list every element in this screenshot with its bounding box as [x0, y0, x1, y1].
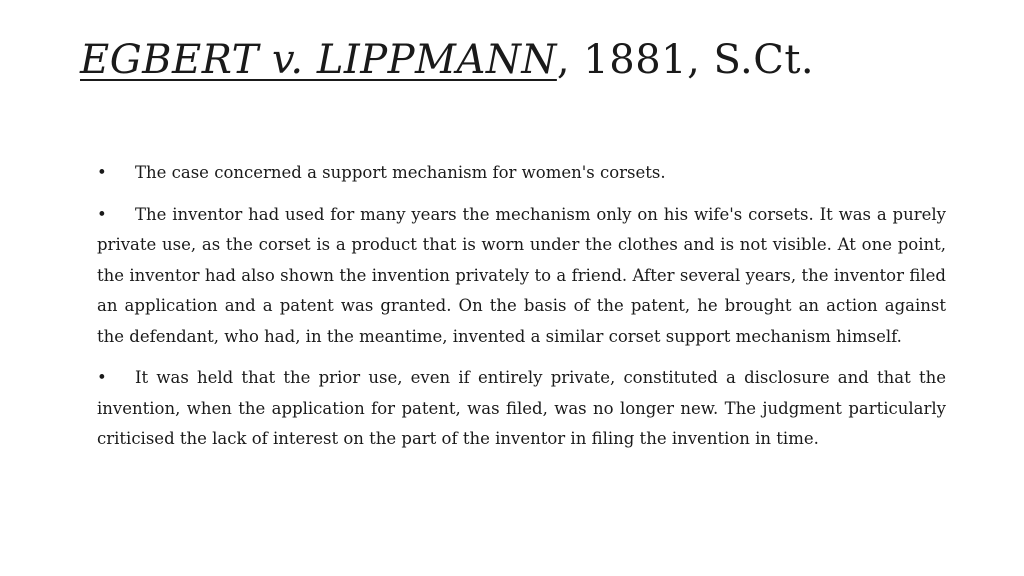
bullet-list: [97, 158, 946, 466]
bullet-item: [97, 200, 946, 353]
slide-title: [80, 30, 814, 90]
bullet-text: The case concerned a support mechanism for women's corsets.: [135, 163, 666, 182]
bullet-marker: •: [97, 204, 107, 224]
bullet-marker: •: [97, 163, 107, 182]
bullet-text: It was held that the prior use, even if entirely private, constituted a disclosure and that the invention, when the application for patent, was filed, was no longer new. The judgment particularly criticised the lack of interest on the part of the inventor in filing the invention in time.: [97, 368, 946, 448]
bullet-text: The inventor had used for many years the mechanism only on his wife's corsets. It was a purely private use, as the corset is a product that is worn under the clothes and is not visible. At one point, the inventor had also shown the invention privately to a friend. After several years, the inventor filed an application and a patent was granted. On the basis of the patent, he brought an action against the defendant, who had, in the meantime, invented a similar corset support mechanism himself.: [97, 204, 946, 346]
bullet-item: [97, 363, 946, 455]
title-citation: , 1881, S.Ct.: [556, 37, 815, 83]
bullet-item: [97, 158, 946, 189]
bullet-marker: •: [97, 368, 107, 387]
case-name: EGBERT v. LIPPMANN: [80, 37, 557, 83]
